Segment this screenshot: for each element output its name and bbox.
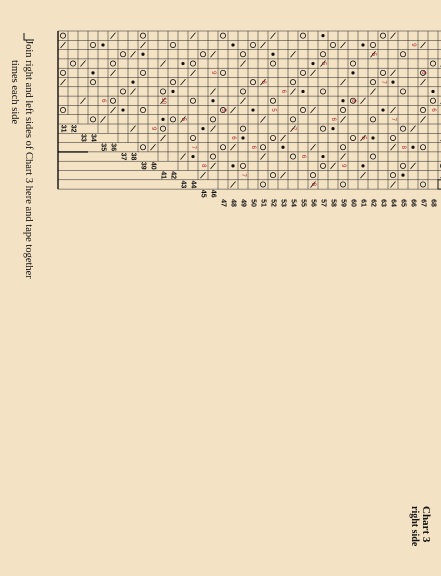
purl-dot-symbol [392, 81, 394, 83]
row-number-label: 68 [429, 199, 437, 207]
decrease-symbol [231, 181, 236, 187]
red-count-number: 9 [340, 164, 346, 168]
purl-dot-symbol [192, 155, 194, 157]
red-count-number: 8 [400, 145, 406, 149]
yarn-over-symbol [120, 89, 125, 94]
red-count-number: 7 [390, 117, 396, 122]
row-number-label: 48 [229, 199, 237, 207]
red-count-number: 9 [150, 126, 156, 131]
red-count-number: 5 [220, 108, 226, 112]
row-number-label: 63 [379, 199, 387, 207]
decrease-symbol [191, 33, 196, 39]
yarn-over-symbol [190, 61, 195, 66]
yarn-over-symbol [270, 173, 275, 178]
purl-dot-symbol [372, 137, 374, 139]
decrease-symbol [241, 61, 246, 67]
row-number-label: 37 [119, 152, 127, 161]
purl-dot-symbol [322, 155, 324, 157]
row-number-label: 47 [219, 199, 227, 207]
decrease-symbol [331, 163, 336, 169]
yarn-over-symbol [340, 145, 345, 150]
purl-dot-symbol [122, 109, 124, 111]
row-number-label: 51 [259, 199, 267, 207]
row-number-label: 55 [299, 199, 307, 207]
row-number-label: 57 [319, 199, 327, 207]
yarn-over-symbol [320, 126, 325, 131]
row-number-label: 52 [269, 199, 277, 207]
red-count-number: 6 [100, 99, 106, 103]
yarn-over-symbol [420, 145, 425, 150]
decrease-symbol [371, 88, 376, 94]
row-number-label: 34 [89, 134, 97, 142]
decrease-symbol [271, 33, 276, 39]
yarn-over-symbol [370, 42, 375, 47]
yarn-over-symbol [110, 98, 115, 103]
yarn-over-symbol [430, 98, 435, 103]
repeat-note: times each side [9, 60, 20, 125]
decrease-symbol [61, 42, 66, 48]
chart-symbols [60, 33, 441, 188]
yarn-over-symbol [60, 70, 65, 75]
red-count-number: 7 [190, 145, 196, 149]
decrease-symbol [421, 79, 426, 85]
yarn-over-symbol [370, 154, 375, 159]
red-count-number: 6 [430, 108, 436, 112]
yarn-over-symbol [190, 98, 195, 103]
yarn-over-symbol [400, 52, 405, 57]
decrease-symbol [341, 79, 346, 85]
decrease-symbol [81, 61, 86, 67]
red-count-number: 7 [290, 126, 296, 131]
yarn-over-symbol [160, 89, 165, 94]
yarn-over-symbol [270, 135, 275, 140]
row-number-label: 62 [369, 199, 377, 207]
red-count-number: 10 [160, 97, 166, 105]
decrease-symbol [391, 70, 396, 76]
decrease-symbol [281, 172, 286, 178]
chart-subtitle: right side [409, 506, 420, 547]
row-number-label: 45 [199, 189, 207, 198]
decrease-symbol [141, 42, 146, 48]
yarn-over-symbol [140, 70, 145, 75]
red-count-number: 6 [300, 154, 306, 159]
join-note: Join right and left sides of Chart 3 here and tape together [23, 40, 34, 279]
decrease-symbol [191, 70, 196, 76]
repeat-bracket [58, 31, 88, 189]
purl-dot-symbol [92, 72, 94, 74]
yarn-over-symbol [380, 70, 385, 75]
yarn-over-symbol [290, 154, 295, 159]
yarn-over-symbol [60, 33, 65, 38]
row-number-label: 35 [99, 143, 107, 152]
yarn-over-symbol [140, 145, 145, 150]
yarn-over-symbol [400, 163, 405, 168]
red-count-number: 6 [230, 136, 236, 140]
decrease-symbol [261, 154, 266, 160]
decrease-symbol [391, 144, 396, 150]
decrease-symbol [101, 116, 106, 122]
yarn-over-symbol [320, 163, 325, 168]
yarn-over-symbol [220, 33, 225, 38]
yarn-over-symbol [250, 80, 255, 85]
yarn-over-symbol [270, 98, 275, 103]
row-number-label: 67 [419, 199, 427, 207]
yarn-over-symbol [290, 80, 295, 85]
decrease-symbol [421, 116, 426, 122]
yarn-over-symbol [300, 107, 305, 112]
row-number-label: 64 [389, 199, 397, 207]
yarn-over-symbol [350, 135, 355, 140]
decrease-symbol [361, 98, 366, 104]
decrease-symbol [311, 107, 316, 113]
decrease-symbol [161, 61, 166, 67]
yarn-over-symbol [430, 61, 435, 66]
decrease-symbol [281, 135, 286, 141]
purl-dot-symbol [302, 90, 304, 92]
purl-dot-symbol [312, 62, 314, 64]
row-number-label: 50 [249, 199, 257, 207]
purl-dot-symbol [252, 109, 254, 111]
yarn-over-symbol [240, 163, 245, 168]
yarn-over-symbol [370, 117, 375, 122]
yarn-over-symbol [120, 52, 125, 57]
red-count-number: 5 [270, 108, 276, 112]
row-number-label: 31 [59, 124, 67, 133]
yarn-over-symbol [310, 173, 315, 178]
decrease-symbol [231, 144, 236, 150]
red-count-number: 7 [240, 173, 246, 177]
purl-dot-symbol [282, 146, 284, 148]
decrease-symbol [211, 126, 216, 132]
row-number-label: 38 [129, 152, 137, 161]
yarn-over-symbol [210, 117, 215, 122]
decrease-symbol [201, 172, 206, 178]
yarn-over-symbol [220, 145, 225, 150]
decrease-symbol [111, 33, 116, 39]
purl-dot-symbol [432, 90, 434, 92]
decrease-symbol [131, 51, 136, 57]
yarn-over-symbol [300, 70, 305, 75]
row-number-label: 33 [79, 134, 87, 142]
purl-dot-symbol [202, 127, 204, 129]
red-count-number: 5 [320, 61, 326, 66]
purl-dot-symbol [332, 127, 334, 129]
yarn-over-symbol [290, 117, 295, 122]
decrease-symbol [391, 33, 396, 39]
decrease-symbol [131, 88, 136, 94]
decrease-symbol [291, 51, 296, 57]
purl-dot-symbol [242, 137, 244, 139]
decrease-symbol [421, 42, 426, 48]
purl-dot-symbol [172, 90, 174, 92]
decrease-symbol [341, 154, 346, 160]
row-number-label: 36 [109, 143, 117, 152]
purl-dot-symbol [402, 174, 404, 176]
yarn-over-symbol [250, 42, 255, 47]
row-number-label: 65 [399, 199, 407, 207]
red-count-number: 7 [380, 80, 386, 84]
decrease-symbol [411, 126, 416, 132]
decrease-symbol [111, 70, 116, 76]
red-count-number: 6 [250, 145, 256, 149]
yarn-over-symbol [190, 135, 195, 140]
yarn-over-symbol [380, 33, 385, 38]
purl-dot-symbol [382, 109, 384, 111]
yarn-over-symbol [320, 89, 325, 94]
decrease-symbol [261, 116, 266, 122]
row-number-label: 49 [239, 199, 247, 207]
yarn-over-symbol [370, 80, 375, 85]
yarn-over-symbol [260, 145, 265, 150]
purl-dot-symbol [132, 81, 134, 83]
row-number-label: 53 [279, 199, 287, 207]
row-number-label: 43 [179, 180, 187, 189]
yarn-over-symbol [300, 33, 305, 38]
row-number-label: 60 [349, 199, 357, 207]
red-count-number: 6 [330, 117, 336, 122]
yarn-over-symbol [340, 107, 345, 112]
yarn-over-symbol [350, 61, 355, 66]
purl-dot-symbol [162, 118, 164, 120]
yarn-over-symbol [390, 135, 395, 140]
row-number-label: 61 [359, 199, 367, 207]
red-count-number: 8 [310, 182, 316, 187]
yarn-over-symbol [400, 126, 405, 131]
yarn-over-symbol [330, 42, 335, 47]
purl-dot-symbol [322, 34, 324, 36]
purl-dot-symbol [102, 44, 104, 46]
purl-dot-symbol [362, 44, 364, 46]
purl-dot-symbol [412, 146, 414, 148]
decrease-symbol [231, 107, 236, 113]
purl-dot-symbol [342, 100, 344, 102]
yarn-over-symbol [170, 80, 175, 85]
decrease-symbol [181, 79, 186, 85]
purl-dot-symbol [212, 100, 214, 102]
yarn-over-symbol [240, 89, 245, 94]
yarn-over-symbol [90, 42, 95, 47]
row-number-label: 41 [159, 171, 167, 179]
decrease-symbol [391, 181, 396, 187]
yarn-over-symbol [60, 107, 65, 112]
decrease-symbol [211, 51, 216, 57]
yarn-over-symbol [170, 117, 175, 122]
row-number-label: 40 [149, 161, 157, 170]
decrease-symbol [361, 172, 366, 178]
purl-dot-symbol [142, 53, 144, 55]
decrease-symbol [261, 42, 266, 48]
red-count-number: 5 [180, 117, 186, 122]
red-count-number: 6 [280, 89, 286, 94]
red-count-number: 6 [420, 71, 426, 75]
yarn-over-symbol [140, 107, 145, 112]
row-number-label: 42 [169, 171, 177, 179]
yarn-over-symbol [140, 33, 145, 38]
yarn-over-symbol [340, 182, 345, 187]
yarn-over-symbol [270, 61, 275, 66]
decrease-symbol [61, 79, 66, 85]
decrease-symbol [211, 88, 216, 94]
red-count-number: 9 [210, 71, 216, 75]
row-number-label: 32 [69, 124, 77, 133]
purl-dot-symbol [182, 62, 184, 64]
decrease-symbol [391, 107, 396, 113]
yarn-over-symbol [200, 52, 205, 57]
purl-dot-symbol [362, 165, 364, 167]
decrease-symbol [311, 70, 316, 76]
yarn-over-symbol [390, 173, 395, 178]
yarn-over-symbol [420, 182, 425, 187]
row-number-label: 58 [329, 199, 337, 207]
decrease-symbol [341, 116, 346, 122]
decrease-symbol [311, 144, 316, 150]
red-count-number: 9 [410, 43, 416, 47]
chart-title: Chart 3 [420, 506, 432, 543]
row-number-label: 39 [139, 161, 147, 170]
yarn-over-symbol [210, 154, 215, 159]
yarn-over-symbol [160, 126, 165, 131]
purl-dot-symbol [272, 53, 274, 55]
red-count-number: 8 [200, 164, 206, 168]
red-count-number: 6 [260, 80, 266, 84]
yarn-over-symbol [110, 61, 115, 66]
yarn-over-symbol [400, 89, 405, 94]
join-arrow [24, 33, 34, 40]
decrease-symbol [151, 144, 156, 150]
red-count-number: 5 [360, 136, 366, 140]
purl-dot-symbol [352, 72, 354, 74]
red-count-number: 5 [370, 52, 376, 56]
decrease-symbol [291, 88, 296, 94]
yarn-over-symbol [240, 126, 245, 131]
yarn-over-symbol [240, 52, 245, 57]
purl-dot-symbol [232, 165, 234, 167]
yarn-over-symbol [320, 52, 325, 57]
yarn-over-symbol [70, 61, 75, 66]
decrease-symbol [81, 98, 86, 104]
decrease-symbol [111, 107, 116, 113]
decrease-symbol [131, 126, 136, 132]
row-number-label: 54 [289, 199, 297, 207]
decrease-symbol [181, 154, 186, 160]
yarn-over-symbol [170, 42, 175, 47]
yarn-over-symbol [260, 182, 265, 187]
decrease-symbol [341, 42, 346, 48]
row-number-label: 44 [189, 180, 197, 189]
row-number-label: 56 [309, 199, 317, 207]
decrease-symbol [241, 98, 246, 104]
row-number-label: 66 [409, 199, 417, 207]
yarn-over-symbol [90, 80, 95, 85]
row-number-label: 46 [209, 189, 217, 198]
yarn-over-symbol [420, 107, 425, 112]
purl-dot-symbol [232, 44, 234, 46]
decrease-symbol [211, 163, 216, 169]
red-count-number: 8 [350, 99, 356, 103]
yarn-over-symbol [90, 117, 95, 122]
row-number-label: 59 [339, 199, 347, 207]
decrease-symbol [411, 163, 416, 169]
yarn-over-symbol [220, 70, 225, 75]
decrease-symbol [161, 135, 166, 141]
